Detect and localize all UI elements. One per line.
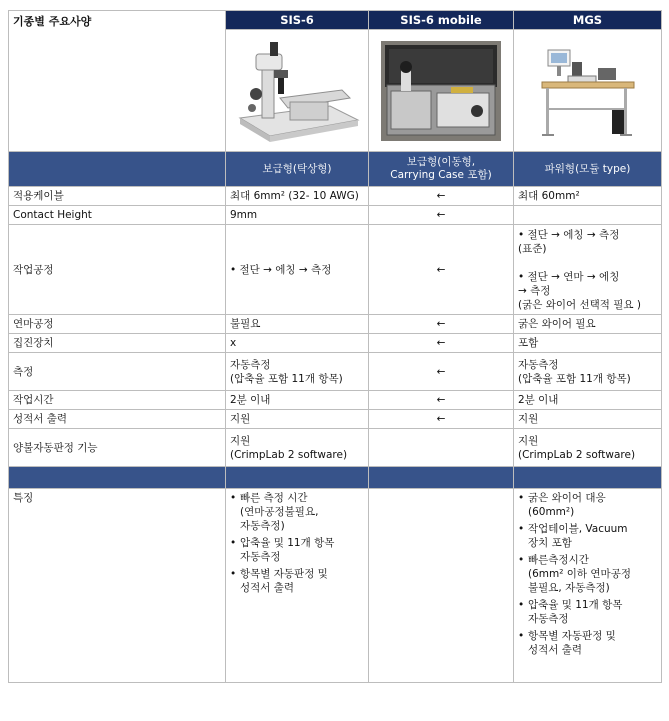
type-header-blank [9,152,226,187]
mgs-value: 굵은 와이어 필요 [514,315,662,334]
sis6-value: 지원 [226,410,369,429]
model-name-sis6: SIS-6 [226,11,369,30]
sis6-value: x [226,334,369,353]
mgs-features [514,489,662,683]
row-label: 집진장치 [9,334,226,353]
row-label: 양불자동판정 기능 [9,429,226,467]
sis6-value: • 절단 → 에칭 → 측정 [226,225,369,315]
same-as-left-arrow: ← [369,334,514,353]
list-item: • 빠른측정시간 (6mm² 이하 연마공정 불필요, 자동측정) [518,553,657,595]
same-as-left-arrow: ← [369,315,514,334]
row-label: 작업공정 [9,225,226,315]
mgs-value: 최대 60mm² [514,187,662,206]
row-label: 적용케이블 [9,187,226,206]
model-header-row [9,11,662,30]
type-label-mgs: 파워형(모듈 type) [514,152,662,187]
mobile-crimp-analyzer-in-case-image [381,41,501,141]
table-row [9,315,662,334]
mgs-value: 포함 [514,334,662,353]
section-separator-bar [9,467,662,489]
same-as-left-arrow: ← [369,225,514,315]
empty-cell [369,429,514,467]
list-item: • 항목별 자동판정 및 성적서 출력 [230,567,364,595]
workstation-crimp-analyzer-image [538,38,638,143]
mgs-value: 2분 이내 [514,391,662,410]
sis6-value: 자동측정 (압축율 포함 11개 항목) [226,353,369,391]
table-row [9,410,662,429]
table-row [9,187,662,206]
type-label-sis6: 보급형(탁상형) [226,152,369,187]
sis6-value: 불필요 [226,315,369,334]
row-label: 작업시간 [9,391,226,410]
features-label: 특징 [9,489,226,683]
spec-table [8,10,662,683]
same-as-left-arrow: ← [369,206,514,225]
sis6-value: 2분 이내 [226,391,369,410]
list-item: • 굵은 와이어 대응 (60mm²) [518,491,657,519]
type-header-row [9,152,662,187]
same-as-left-arrow: ← [369,391,514,410]
row-label: 성적서 출력 [9,410,226,429]
list-item: • 항목별 자동판정 및 성적서 출력 [518,629,657,657]
sis6-value: 지원 (CrimpLab 2 software) [226,429,369,467]
row-label: 측정 [9,353,226,391]
sis6-mobile-image [369,30,514,152]
list-item: • 작업테이블, Vacuum 장치 포함 [518,522,657,550]
table-row [9,391,662,410]
same-as-left-arrow: ← [369,353,514,391]
desktop-crimp-analyzer-image [230,36,365,146]
features-row [9,489,662,683]
table-row [9,225,662,315]
mgs-value: 지원 (CrimpLab 2 software) [514,429,662,467]
type-label-sis6-mobile: 보급형(이동형, Carrying Case 포함) [369,152,514,187]
same-as-left-arrow: ← [369,410,514,429]
sis6-value: 9mm [226,206,369,225]
table-row [9,429,662,467]
list-item: • 압축율 및 11개 항목 자동측정 [518,598,657,626]
row-label: 연마공정 [9,315,226,334]
sis6-features [226,489,369,683]
model-name-sis6-mobile: SIS-6 mobile [369,11,514,30]
sis6-value: 최대 6mm² (32- 10 AWG) [226,187,369,206]
table-row [9,353,662,391]
mgs-value [514,206,662,225]
row-label: Contact Height [9,206,226,225]
model-name-mgs: MGS [514,11,662,30]
list-item: • 압축율 및 11개 항목 자동측정 [230,536,364,564]
list-item: • 빠른 측정 시간 (연마공정불필요, 자동측정) [230,491,364,533]
same-as-left-arrow: ← [369,187,514,206]
table-row [9,334,662,353]
mgs-value: 지원 [514,410,662,429]
table-row [9,206,662,225]
mgs-process-list: • 절단 → 에칭 → 측정 (표준) • 절단 → 연마 → 에칭 → 측정 (굵은 와이어 선택적 필요 ) [514,225,662,315]
sis6-mobile-features-empty [369,489,514,683]
table-title: 기종별 주요사양 [9,11,226,152]
mgs-value: 자동측정 (압축율 포함 11개 항목) [514,353,662,391]
mgs-image [514,30,662,152]
sis6-image [226,30,369,152]
